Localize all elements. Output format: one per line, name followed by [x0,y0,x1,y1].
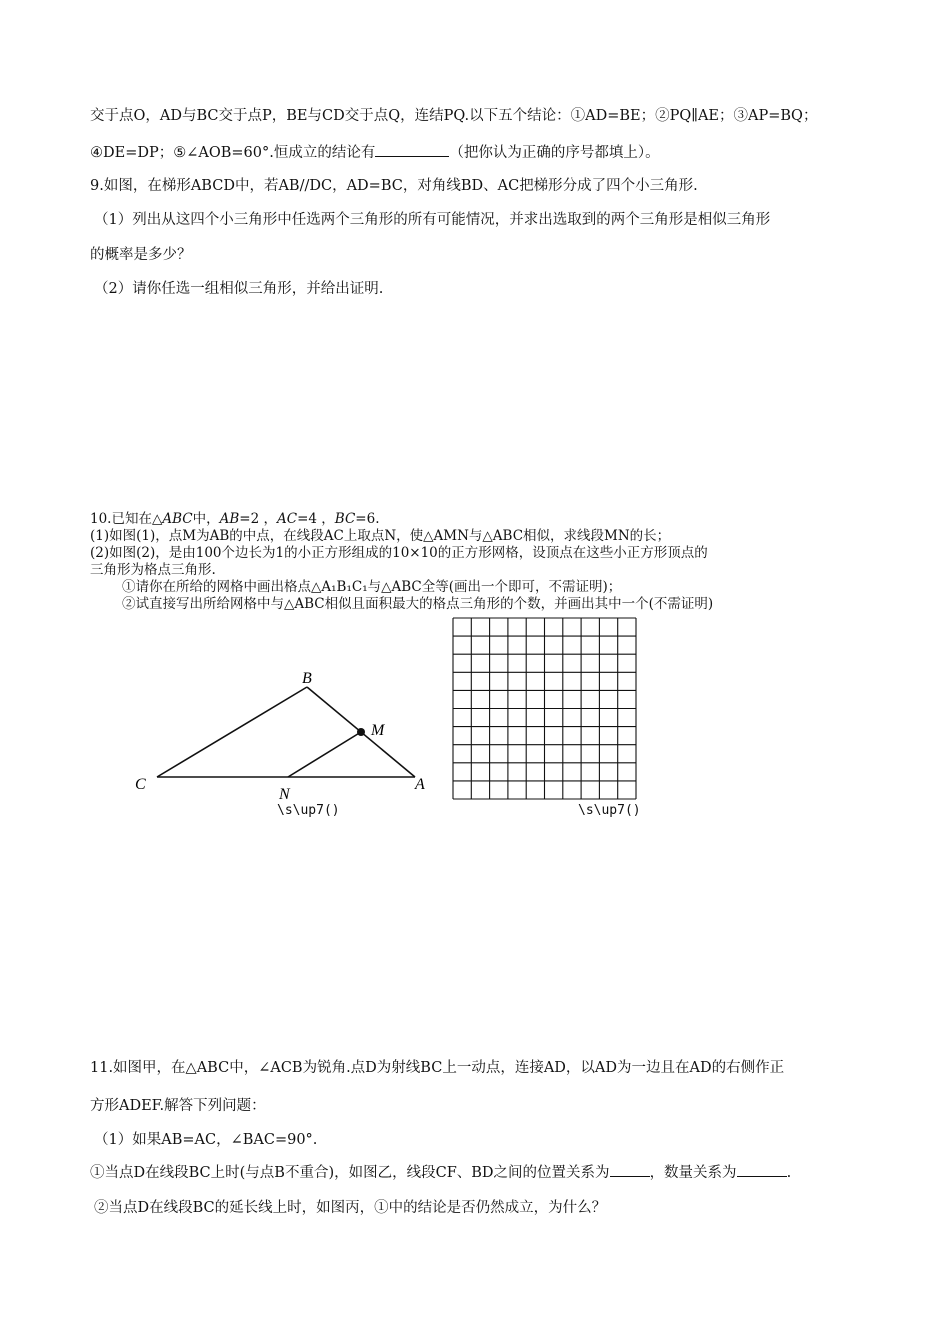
q10-line2: (1)如图(1)，点M为AB的中点，在线段AC上取点N，使△AMN与△ABC相似，求线段MN的长； [90,528,671,544]
q10-text: AC [276,511,298,527]
q10-line4: 三角形为格点三角形. [90,562,216,578]
label-N: N [279,786,290,803]
figure-triangle [125,665,435,805]
q11-line1: 11.如图甲，在△ABC中，∠ACB为锐角.点D为射线BC上一动点，连接AD，以AD为一边且在AD的右侧作正 [90,1060,785,1076]
figure2-caption: \s\up7() [578,803,641,818]
answer-blank-quantity[interactable] [737,1162,787,1177]
q9-part1-a: （1）列出从这四个小三角形中任选两个三角形的所有可能情况，并求出选取到的两个三角形是相似三角形 [94,212,771,228]
q11-line4-text: . [786,1165,792,1181]
answer-blank[interactable] [375,142,449,157]
answer-blank-position[interactable] [610,1162,650,1177]
q11-line4-text: ，数量关系为 [649,1165,737,1181]
q10-text: ABC [162,511,193,527]
q9-part2: （2）请你任选一组相似三角形，并给出证明. [94,281,384,297]
q8-line2-text: ④DE=DP；⑤∠AOB=60°.恒成立的结论有 [90,145,376,161]
side-CB [157,687,307,777]
q11-line3: （1）如果AB=AC，∠BAC=90°. [94,1132,318,1148]
q10-line6: ②试直接写出所给网格中与△ABC相似且面积最大的格点三角形的个数，并画出其中一个(不需证明) [122,596,714,612]
point-M [357,728,365,736]
figure1-caption: \s\up7() [277,803,340,818]
q9-title: 9.如图，在梯形ABCD中，若AB//DC，AD=BC，对角线BD、AC把梯形分成了四个小三角形. [90,178,698,194]
label-A: A [415,776,425,793]
q11-line4 [90,1161,791,1182]
figure-grid[interactable] [452,617,638,801]
label-M: M [371,722,385,739]
q10-line3: (2)如图(2)，是由100个边长为1的小正方形组成的10×10的正方形网格，设顶点在这些小正方形顶点的 [90,545,708,561]
q10-text: AB [219,511,240,527]
q10-text: =2 ， [239,511,277,527]
q11-line2: 方形ADEF.解答下列问题： [90,1098,266,1114]
q10-text: BC [334,511,356,527]
q10-text: 中， [192,511,220,527]
q10-text: 10.已知在△ [90,511,163,527]
q11-line4-text: ①当点D在线段BC上时(与点B不重合)，如图乙，线段CF、BD之间的位置关系为 [90,1165,610,1181]
q9-part1-b: 的概率是多少？ [90,247,192,263]
q10-text: =4 ， [297,511,335,527]
q8-line2 [90,141,660,162]
q10-text: =6. [355,511,380,527]
segment-NM [288,732,361,777]
q8-line2-hint: （把你认为正确的序号都填上）。 [449,145,660,161]
q8-line1: 交于点O，AD与BC交于点P，BE与CD交于点Q，连结PQ.以下五个结论：①AD=BE；②PQ∥AE；③AP=BQ； [90,108,818,124]
label-C: C [135,776,146,793]
q11-line5: ②当点D在线段BC的延长线上时，如图丙，①中的结论是否仍然成立，为什么？ [94,1200,607,1216]
label-B: B [302,670,312,687]
q10-line5: ①请你在所给的网格中画出格点△A₁B₁C₁与△ABC全等(画出一个即可，不需证明)； [122,579,622,595]
